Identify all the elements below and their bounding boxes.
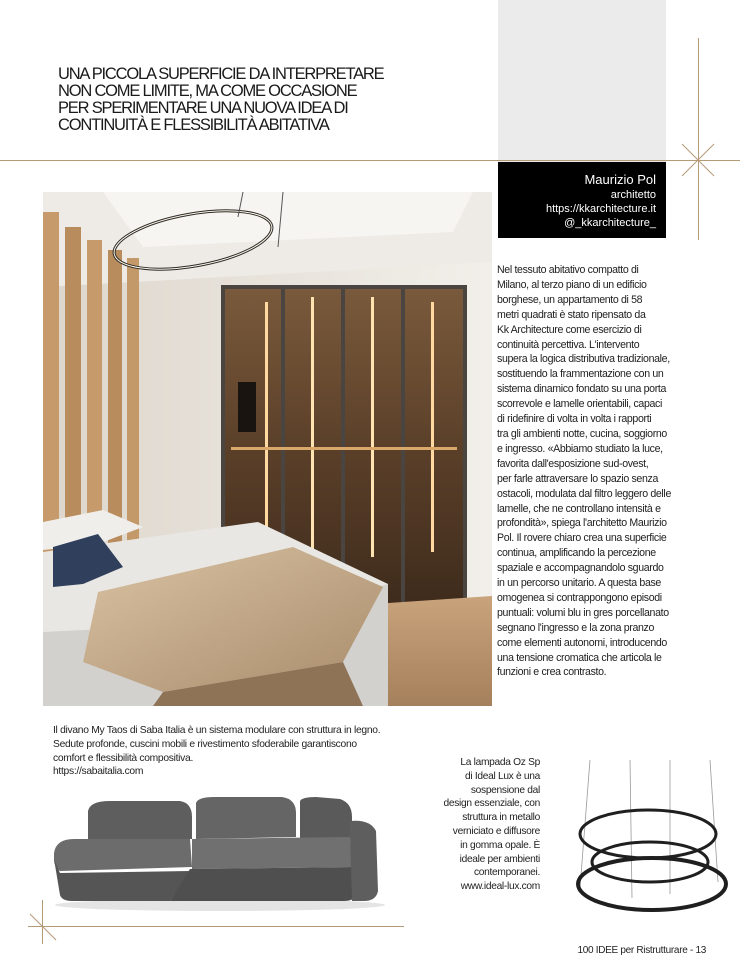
lamp-caption-line: struttura in metallo — [462, 812, 540, 824]
author-box — [498, 162, 666, 238]
lamp-caption-line: design essenziale, con — [443, 798, 540, 810]
headline-line: NON COME LIMITE, MA COME OCCASIONE — [58, 82, 357, 100]
article-line: Nel tessuto abitativo compatto di — [497, 264, 639, 276]
lamp-caption — [414, 756, 540, 894]
lamp-caption-line: ideale per ambienti — [459, 853, 540, 865]
page-footer: 100 IDEE per Ristrutturare - 13 — [577, 945, 706, 956]
lamp-caption-line: verniciato e diffusore — [452, 825, 540, 837]
article-line: scorrevole e lamelle orientabili, capaci — [497, 398, 663, 411]
author-role: architetto — [610, 189, 656, 201]
corner-cross-bottom — [28, 912, 58, 942]
ring-lamp-photo — [560, 758, 730, 928]
article-line: in un percorso unitario. A questa base — [497, 577, 661, 590]
corner-cross-top — [680, 142, 716, 178]
author-name: Maurizio Pol — [584, 172, 656, 187]
article-line: borghese, un appartamento di 58 — [497, 293, 643, 306]
bottom-rule — [28, 926, 404, 927]
right-vertical-rule — [698, 38, 699, 240]
author-social-handle[interactable]: @_kkarchitecture_ — [564, 217, 656, 229]
article-line: metri quadrati è stato ripensato da — [497, 308, 646, 321]
article-line: tra gli ambienti notte, cucina, soggiorno — [497, 427, 667, 440]
article-line: spaziale e accompagnandolo sguardo — [497, 562, 664, 575]
article-body — [497, 263, 712, 680]
sofa-caption-line: Il divano My Taos di Saba Italia è un sistema modulare con struttura in legno. — [53, 725, 381, 736]
lamp-caption-line: in gomma opale. È — [460, 839, 540, 851]
article-line: omogenea si contrappongono episodi — [497, 591, 662, 604]
article-line: puntuali: volumi blu in gres porcellanato — [497, 606, 669, 619]
article-line: profondità», spiega l'architetto Maurizio — [497, 517, 667, 530]
article-line: segnano l'ingresso e la zona pranzo — [497, 621, 655, 634]
headline-line: UNA PICCOLA SUPERFICIE DA INTERPRETARE — [58, 65, 384, 83]
sofa-caption — [53, 724, 433, 779]
article-line: funzioni e crea contrasto. — [497, 666, 607, 679]
article-line: Kk Architecture come esercizio di — [497, 323, 642, 336]
article-line: sistema dinamico fondato su una porta — [497, 383, 667, 396]
lamp-caption-line: contemporanei. — [473, 867, 540, 879]
sofa-caption-line: Sedute profonde, cuscini mobili e rivestimento sfoderabile garantiscono — [53, 738, 357, 750]
lamp-caption-link[interactable]: www.ideal-lux.com — [460, 881, 540, 893]
article-line: per farle attraversare lo spazio senza — [497, 472, 658, 485]
article-line: supera la logica distributiva tradizionale, — [497, 353, 670, 366]
sofa-caption-link[interactable]: https://sabaitalia.com — [53, 766, 144, 778]
article-line: Pol. Il rovere chiaro crea una superficie — [497, 532, 667, 545]
headline-line: CONTINUITÀ E FLESSIBILITÀ ABITATIVA — [58, 116, 329, 134]
article-line: sostituendo la frammentazione con un — [497, 368, 664, 381]
article-line: di ridefinire di volta in volta i rapporti — [497, 413, 652, 426]
sofa-caption-line: comfort e flessibilità compositiva. — [53, 752, 194, 764]
header-gray-block — [498, 0, 666, 162]
lamp-caption-line: sospensione dal — [470, 784, 540, 796]
bedroom-photo — [43, 192, 492, 706]
lamp-caption-line: di Ideal Lux è una — [464, 770, 540, 782]
article-line: favorita dall'esposizione sud-ovest, — [497, 457, 649, 470]
sofa-photo — [50, 795, 390, 915]
article-line: continuità percettiva. L'intervento — [497, 338, 640, 351]
article-line: e ingresso. «Abbiamo studiato la luce, — [497, 442, 663, 455]
article-line: come elementi autonomi, introducendo — [497, 636, 667, 649]
lamp-caption-line: La lampada Oz Sp — [460, 757, 540, 768]
article-line: ostacoli, modulata dal filtro leggero delle — [497, 487, 671, 500]
headline-line: PER SPERIMENTARE UNA NUOVA IDEA DI — [58, 99, 348, 117]
article-line: una tensione cromatica che articola le — [497, 651, 662, 664]
article-line: lamelle, che ne controllano intensità e — [497, 502, 661, 515]
headline — [58, 66, 478, 134]
headline-rule — [0, 160, 740, 161]
author-website-link[interactable]: https://kkarchitecture.it — [545, 203, 656, 215]
article-line: Milano, al terzo piano di un edificio — [497, 278, 647, 291]
article-line: continua, amplificando la percezione — [497, 547, 656, 560]
